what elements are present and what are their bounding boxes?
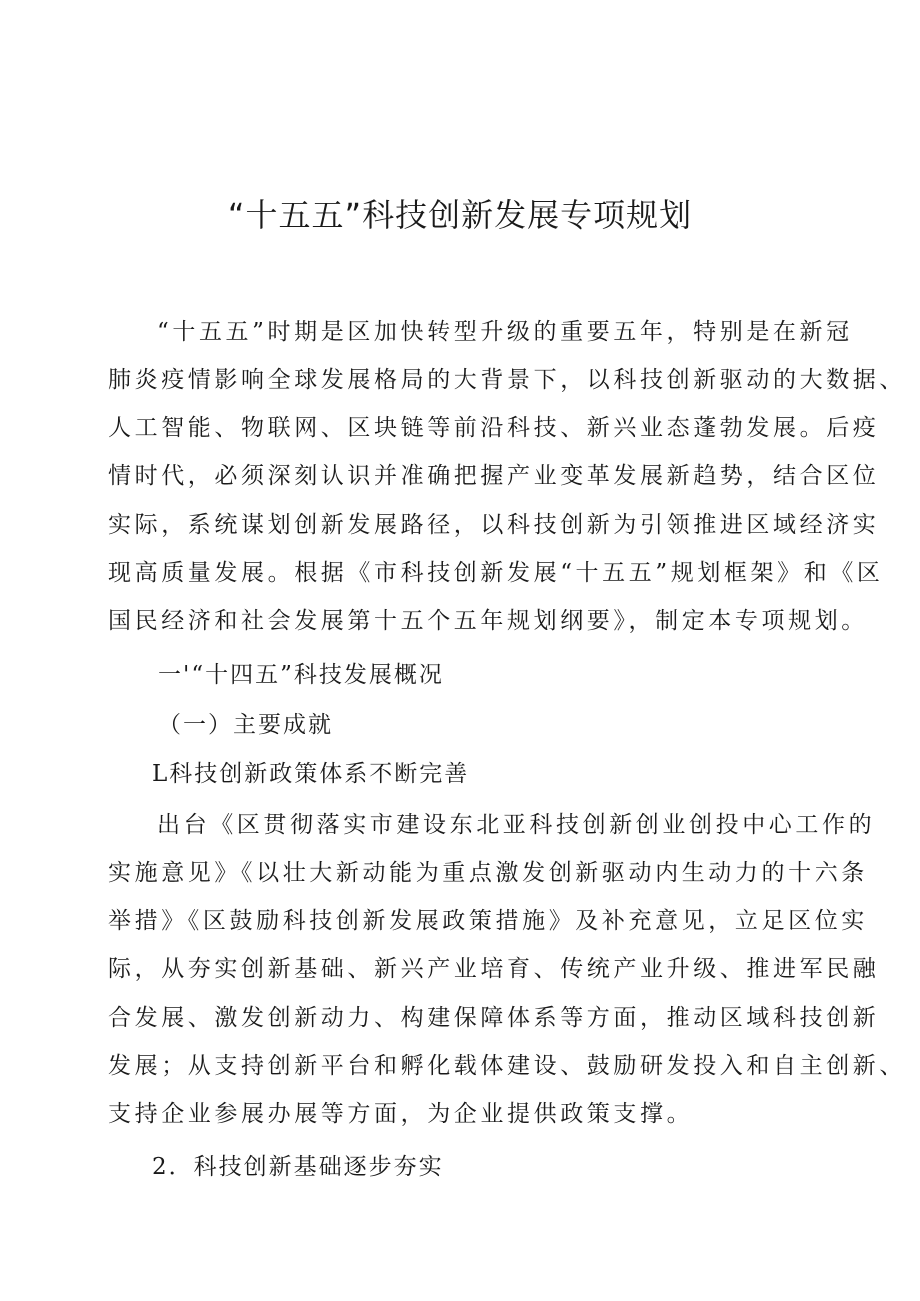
document-title: “十五五”科技创新发展专项规划: [227, 196, 693, 234]
item-paragraph-line: 发展；从支持创新平台和孵化载体建设、鼓励研发投入和自主创新、: [108, 1053, 906, 1079]
item-paragraph-line: 实施意见》《以壮大新动能为重点激发创新驱动内生动力的十六条: [108, 860, 868, 886]
intro-paragraph-line: 人工智能、物联网、区块链等前沿科技、新兴业态蓬勃发展。后疫: [108, 415, 880, 441]
intro-paragraph-line: 现高质量发展。根据《市科技创新发展“十五五”规划框架》和《区: [108, 560, 884, 586]
item-heading: 2．科技创新基础逐步夯实: [152, 1154, 444, 1180]
subsection-heading: （一）主要成就: [158, 712, 333, 738]
item-paragraph-line: 合发展、激发创新动力、构建保障体系等方面，推动区域科技创新: [108, 1005, 880, 1031]
section-heading: 一'“十四五”科技发展概况: [158, 662, 444, 688]
item-heading: L科技创新政策体系不断完善: [152, 761, 470, 787]
item-paragraph-line: 出台《区贯彻落实市建设东北亚科技创新创业创投中心工作的: [157, 812, 876, 838]
intro-paragraph-line: “十五五”时期是区加快转型升级的重要五年，特别是在新冠: [157, 319, 853, 345]
item-paragraph-line: 举措》《区鼓励科技创新发展政策措施》及补充意见，立足区位实: [108, 908, 868, 934]
item-paragraph-line: 际，从夯实创新基础、新兴产业培育、传统产业升级、推进军民融: [108, 956, 880, 982]
item-paragraph-line: 支持企业参展办展等方面，为企业提供政策支撑。: [108, 1101, 694, 1127]
intro-paragraph-line: 国民经济和社会发展第十五个五年规划纲要》，制定本专项规划。: [108, 608, 868, 634]
intro-paragraph-line: 实际，系统谋划创新发展路径，以科技创新为引领推进区域经济实: [108, 512, 880, 538]
intro-paragraph-line: 肺炎疫情影响全球发展格局的大背景下，以科技创新驱动的大数据、: [108, 367, 906, 393]
intro-paragraph-line: 情时代，必须深刻认识并准确把握产业变革发展新趋势，结合区位: [108, 463, 880, 489]
